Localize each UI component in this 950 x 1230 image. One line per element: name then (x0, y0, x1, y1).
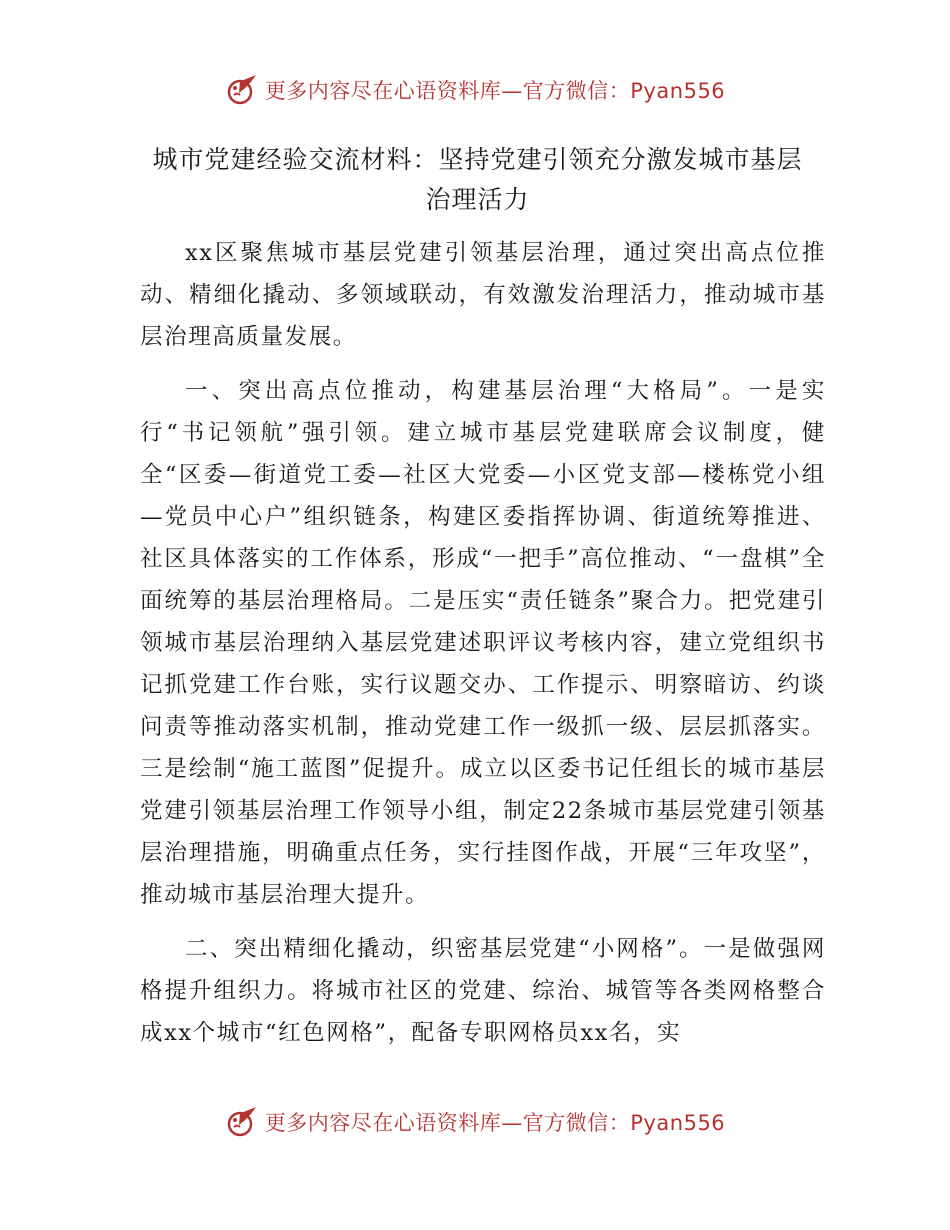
document-body (140, 232, 826, 1066)
paragraph-section-2: 二、突出精细化撬动，织密基层党建“小网格”。一是做强网格提升组织力。将城市社区的党建、综治、城管等各类网格整合成xx个城市“红色网格”，配备专职网格员xx名，实 (140, 936, 826, 1046)
footer-banner (0, 1100, 950, 1144)
paragraph-section-1: 一、突出高点位推动，构建基层治理“大格局”。一是实行“书记领航”强引领。建立城市基层党建联席会议制度，健全“区委—街道党工委—社区大党委—小区党支部—楼栋党小组—党员中心户”组织链条，构建区委指挥协调、街道统筹推进、社区具体落实的工作体系，形成“一把手”高位推动、“一盘棋”全面统筹的基层治理格局。二是压实“责任链条”聚合力。把党建引领城市基层治理纳入基层党建述职评议考核内容，建立党组织书记抓党建工作台账，实行议题交办、工作提示、明察暗访、约谈问责等推动落实机制，推动党建工作一级抓一级、层层抓落实。三是绘制“施工蓝图”促提升。成立以区委书记任组长的城市基层党建引领基层治理工作领导小组，制定22条城市基层党建引领基层治理措施，明确重点任务，实行挂图作战，开展“三年攻坚”，推动城市基层治理大提升。 (140, 378, 826, 908)
quill-pen-logo-icon (225, 73, 259, 107)
document-title: 城市党建经验交流材料：坚持党建引领充分激发城市基层治理活力 (152, 145, 803, 214)
banner-text: 更多内容尽在心语资料库—官方微信：Pyan556 (264, 1111, 726, 1135)
header-banner (0, 68, 950, 112)
banner-text: 更多内容尽在心语资料库—官方微信：Pyan556 (264, 79, 726, 103)
paragraph-intro: xx区聚焦城市基层党建引领基层治理，通过突出高点位推动、精细化撬动、多领域联动，有效激发治理活力，推动城市基层治理高质量发展。 (140, 240, 826, 350)
quill-pen-logo-icon (225, 1105, 259, 1139)
